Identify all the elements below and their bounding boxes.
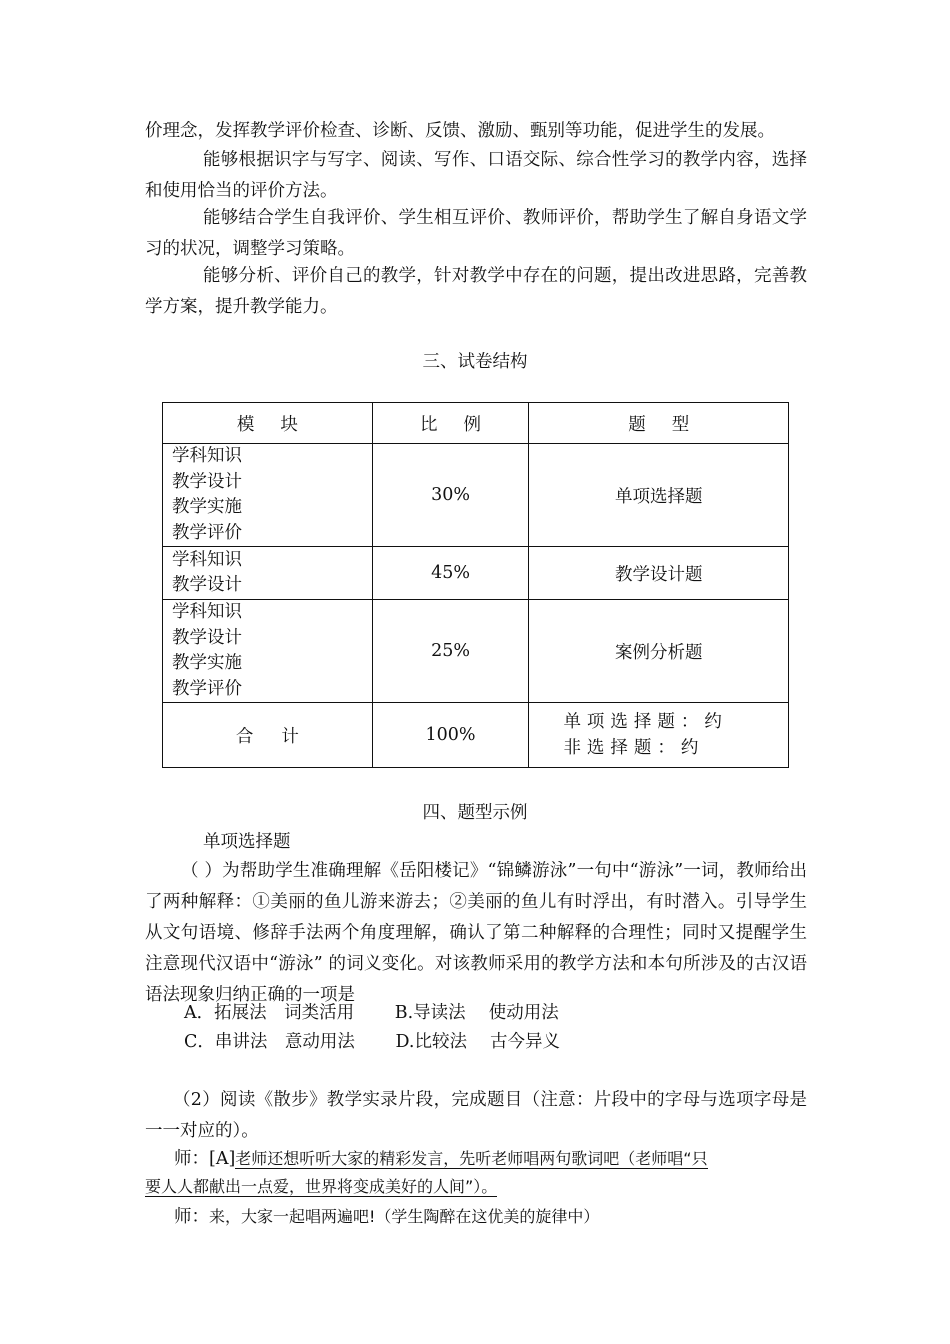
option-b: B.导读法 使动用法 xyxy=(394,1003,559,1023)
type-cell: 教学设计题 xyxy=(529,547,789,600)
table-header-row xyxy=(163,403,789,444)
options-row-2 xyxy=(184,1028,560,1057)
dialogue-teacher-line-continued: 要人人都献出一点爱，世界将变成美好的人间”）。 xyxy=(145,1177,498,1196)
dialogue-line-1 xyxy=(174,1144,814,1174)
ratio-cell: 30% xyxy=(372,444,529,547)
paragraph-evaluation-methods: 能够根据识字与写字、阅读、写作、口语交际、综合性学习的教学内容，选择和使用恰当的评价方法。 xyxy=(145,150,807,201)
section-title-structure: 三、试卷结构 xyxy=(422,352,528,372)
option-c: C．串讲法 意动用法 xyxy=(184,1032,355,1052)
dialogue-speaker: 师： xyxy=(174,1149,209,1169)
ratio-cell: 45% xyxy=(372,547,529,600)
paragraph-self-evaluation: 能够分析、评价自己的教学，针对教学中存在的问题，提出改进思路，完善教学方案，提升教学能力。 xyxy=(145,266,807,317)
type-cell: 案例分析题 xyxy=(529,600,789,703)
table-row xyxy=(163,547,789,600)
header-ratio: 比例 xyxy=(420,414,508,435)
total-label: 合计 xyxy=(235,726,327,747)
table-total-row xyxy=(163,703,789,768)
header-module: 模块 xyxy=(236,414,324,435)
dialogue-speaker-2: 师： xyxy=(174,1207,209,1227)
section-title-examples: 四、题型示例 xyxy=(422,803,528,823)
option-a: A．拓展法 词类活用 xyxy=(184,1003,355,1023)
ratio-cell: 25% xyxy=(372,600,529,703)
options-row-1 xyxy=(184,999,559,1028)
paragraph-evaluation-concept: 价理念，发挥教学评价检查、诊断、反馈、激励、甄别等功能，促进学生的发展。 xyxy=(145,121,775,141)
module-cell: 学科知识 教学设计 教学实施 教学评价 xyxy=(163,600,373,703)
exam-structure-table xyxy=(162,402,789,768)
type-cell: 单项选择题 xyxy=(529,444,789,547)
header-type: 题型 xyxy=(628,414,716,435)
module-cell: 学科知识 教学设计 教学实施 教学评价 xyxy=(163,444,373,547)
question-2-text: （2）阅读《散步》教学实录片段，完成题目（注意：片段中的字母与选项字母是一一对应的）。 xyxy=(145,1090,807,1141)
total-type-cell: 单项选择题：约 非选择题：约 xyxy=(529,703,789,768)
total-ratio: 100% xyxy=(372,703,529,768)
dialogue-line-2 xyxy=(174,1202,814,1232)
paragraph-evaluation-types: 能够结合学生自我评价、学生相互评价、教师评价，帮助学生了解自身语文学习的状况，调整学习策略。 xyxy=(145,208,807,259)
dialogue-teacher-line: 老师还想听听大家的精彩发言，先听老师唱两句歌词吧（老师唱“只 xyxy=(235,1149,708,1168)
question-1-text: （ ）为帮助学生准确理解《岳阳楼记》“锦鳞游泳”一句中“游泳”一词，教师给出了两种解释：①美丽的鱼儿游来游去；②美丽的鱼儿有时浮出，有时潜入。引导学生从文句语境、修辞手法两个角度理解，确认了第二种解释的合理性；同时又提醒学生注意现代汉语中“游泳” 的词义变化。对该教师采用的教学方法和本句所涉及的古汉语语法现象归纳正确的一项是 xyxy=(145,861,807,1005)
dialogue-line-1-continued xyxy=(145,1172,807,1202)
subsection-title-single-choice: 单项选择题 xyxy=(203,832,291,852)
table-row xyxy=(163,600,789,703)
dialogue-marker: [A] xyxy=(209,1149,236,1169)
option-d: D.比较法 古今异义 xyxy=(395,1032,561,1052)
dialogue-teacher-line-2: 来，大家一起唱两遍吧!（学生陶醉在这优美的旋律中） xyxy=(209,1207,600,1226)
table-row xyxy=(163,444,789,547)
module-cell: 学科知识 教学设计 xyxy=(163,547,373,600)
